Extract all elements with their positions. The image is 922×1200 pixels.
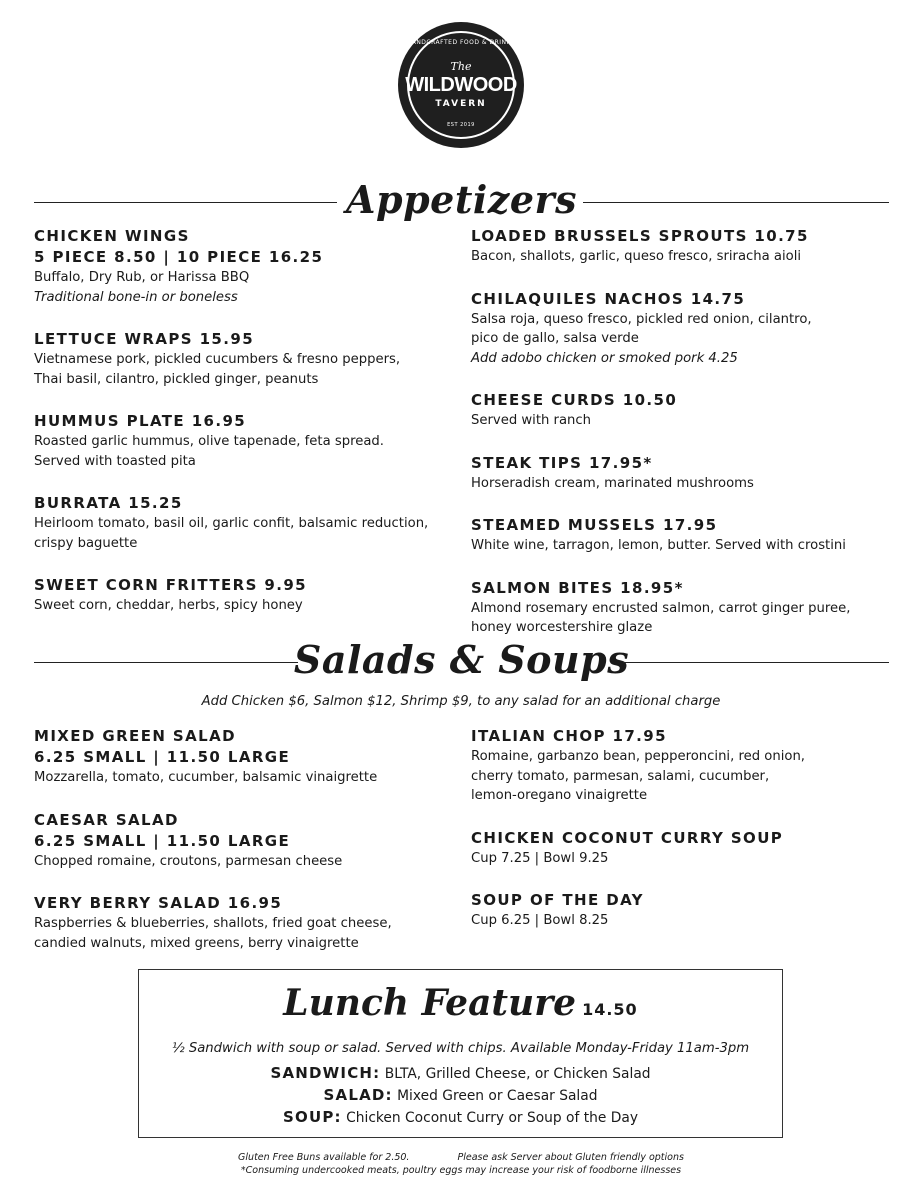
menu-item-mixed-green-salad: [34, 726, 454, 788]
footer-gluten-line: [0, 1151, 922, 1164]
item-desc: Heirloom tomato, basil oil, garlic confit, balsamic reduction,: [34, 516, 429, 531]
item-desc: Served with toasted pita: [34, 453, 196, 469]
salads-left-column: [34, 726, 454, 953]
item-title: STEAK TIPS 17.95*: [471, 453, 653, 472]
menu-item-steamed-mussels: [471, 515, 901, 556]
item-title: BURRATA 15.25: [34, 494, 183, 512]
footer-gluten-ask: Please ask Server about Gluten friendly options: [457, 1152, 684, 1163]
logo-tagline: HANDCRAFTED FOOD & DRINKS: [406, 39, 516, 46]
item-title: STEAMED MUSSELS 17.95: [471, 516, 718, 534]
item-title: LOADED BRUSSELS SPROUTS 10.75: [471, 227, 809, 245]
salad-addon-note: Add Chicken $6, Salmon $12, Shrimp $9, to any salad for an additional charge: [201, 694, 721, 709]
menu-item-very-berry-salad: [34, 893, 454, 953]
header-rule-right: [623, 662, 889, 663]
lunch-sandwich-text: BLTA, Grilled Cheese, or Chicken Salad: [384, 1066, 651, 1082]
item-desc: Salsa roja, queso fresco, pickled red onion, cilantro,: [471, 311, 812, 327]
item-desc: Cup 7.25 | Bowl 9.25: [471, 850, 609, 866]
appetizers-left-column: [34, 226, 454, 616]
item-price: 6.25 SMALL | 11.50 LARGE: [34, 748, 291, 766]
appetizers-title: Appetizers: [346, 177, 577, 222]
menu-item-lettuce-wraps: [34, 329, 454, 389]
lunch-soup-line: [139, 1108, 782, 1126]
lunch-soup-label: SOUP:: [283, 1108, 342, 1126]
salads-right-column: [471, 726, 901, 931]
footer-gluten-buns: Gluten Free Buns available for 2.50.: [238, 1152, 410, 1163]
item-note: Add adobo chicken or smoked pork 4.25: [471, 350, 738, 366]
tavern-logo: [398, 22, 524, 148]
menu-item-hummus-plate: [34, 411, 454, 471]
item-desc: Served with ranch: [471, 413, 592, 428]
appetizers-right-column: [471, 226, 901, 638]
menu-item-chicken-coconut-curry-soup: [471, 828, 901, 869]
item-desc: Raspberries & blueberries, shallots, fried goat cheese,: [34, 916, 392, 931]
logo-name: WILDWOOD: [405, 74, 517, 96]
lunch-salad-line: [139, 1086, 782, 1104]
item-title: SALMON BITES 18.95*: [471, 578, 684, 597]
item-desc: Chopped romaine, croutons, parmesan cheese: [34, 853, 343, 869]
item-desc: Thai basil, cilantro, pickled ginger, peanuts: [34, 371, 319, 387]
item-desc: Vietnamese pork, pickled cucumbers & fresno peppers,: [34, 352, 401, 367]
item-title: ITALIAN CHOP 17.95: [471, 727, 667, 745]
menu-item-steak-tips: [471, 453, 901, 494]
lunch-heading: [139, 982, 782, 1024]
item-desc: Romaine, garbanzo bean, pepperoncini, red onion,: [471, 749, 805, 764]
menu-item-italian-chop: [471, 726, 901, 806]
item-desc: Roasted garlic hummus, olive tapenade, feta spread.: [34, 434, 384, 449]
item-desc: lemon-oregano vinaigrette: [471, 788, 648, 803]
item-desc: honey worcestershire glaze: [471, 620, 653, 635]
item-title: MIXED GREEN SALAD: [34, 727, 236, 745]
item-desc: candied walnuts, mixed greens, berry vinaigrette: [34, 935, 359, 951]
item-title: HUMMUS PLATE 16.95: [34, 412, 247, 430]
lunch-salad-text: Mixed Green or Caesar Salad: [397, 1088, 598, 1104]
lunch-price: 14.50: [582, 1000, 638, 1019]
logo-sub: TAVERN: [435, 99, 487, 109]
item-title: SOUP OF THE DAY: [471, 891, 644, 909]
item-title: SWEET CORN FRITTERS 9.95: [34, 576, 307, 594]
item-title: VERY BERRY SALAD 16.95: [34, 894, 283, 912]
menu-item-burrata: [34, 493, 454, 553]
lunch-title: Lunch Feature: [283, 982, 577, 1024]
salads-title: Salads & Soups: [293, 637, 630, 682]
menu-item-sweet-corn-fritters: [34, 575, 454, 616]
salads-header: [34, 637, 889, 687]
item-title: CHICKEN COCONUT CURRY SOUP: [471, 828, 784, 847]
item-desc: Horseradish cream, marinated mushrooms: [471, 475, 754, 491]
header-rule-right: [583, 202, 889, 203]
lunch-sandwich-line: [139, 1064, 782, 1082]
lunch-sandwich-label: SANDWICH:: [270, 1064, 381, 1082]
item-desc: Bacon, shallots, garlic, queso fresco, sriracha aioli: [471, 249, 802, 264]
item-price: 5 PIECE 8.50 | 10 PIECE 16.25: [34, 248, 324, 266]
item-desc: Almond rosemary encrusted salmon, carrot ginger puree,: [471, 600, 851, 616]
logo-the: The: [450, 60, 472, 73]
item-desc: pico de gallo, salsa verde: [471, 331, 639, 346]
logo-est: EST 2019: [447, 122, 475, 128]
appetizers-header: [34, 177, 889, 227]
lunch-soup-text: Chicken Coconut Curry or Soup of the Day: [346, 1110, 638, 1126]
menu-item-chilaquiles-nachos: [471, 289, 901, 369]
menu-item-caesar-salad: [34, 810, 454, 872]
menu-item-salmon-bites: [471, 578, 901, 638]
item-title: CHICKEN WINGS: [34, 227, 190, 245]
item-desc: cherry tomato, parmesan, salami, cucumber,: [471, 768, 770, 784]
menu-item-loaded-brussels-sprouts: [471, 226, 901, 267]
item-price: 6.25 SMALL | 11.50 LARGE: [34, 831, 291, 850]
item-title: CHEESE CURDS 10.50: [471, 391, 678, 409]
item-desc: White wine, tarragon, lemon, butter. Served with crostini: [471, 538, 846, 553]
lunch-description: ½ Sandwich with soup or salad. Served with chips. Available Monday-Friday 11am-3pm: [171, 1041, 750, 1056]
item-desc: Sweet corn, cheddar, herbs, spicy honey: [34, 598, 303, 613]
menu-item-soup-of-the-day: [471, 890, 901, 931]
menu-item-cheese-curds: [471, 390, 901, 431]
item-desc: Cup 6.25 | Bowl 8.25: [471, 913, 609, 928]
item-title: CAESAR SALAD: [34, 810, 179, 829]
item-note: Traditional bone-in or boneless: [34, 289, 238, 305]
footer-warning: *Consuming undercooked meats, poultry eggs may increase your risk of foodborne illnesses: [240, 1165, 682, 1176]
item-desc: Mozzarella, tomato, cucumber, balsamic vinaigrette: [34, 770, 378, 785]
menu-item-chicken-wings: [34, 226, 454, 307]
item-desc: crispy baguette: [34, 535, 138, 551]
item-title: LETTUCE WRAPS 15.95: [34, 330, 255, 348]
item-title: CHILAQUILES NACHOS 14.75: [471, 289, 746, 308]
lunch-feature-box: [138, 969, 783, 1138]
item-desc: Buffalo, Dry Rub, or Harissa BBQ: [34, 270, 250, 285]
lunch-salad-label: SALAD:: [323, 1086, 393, 1104]
